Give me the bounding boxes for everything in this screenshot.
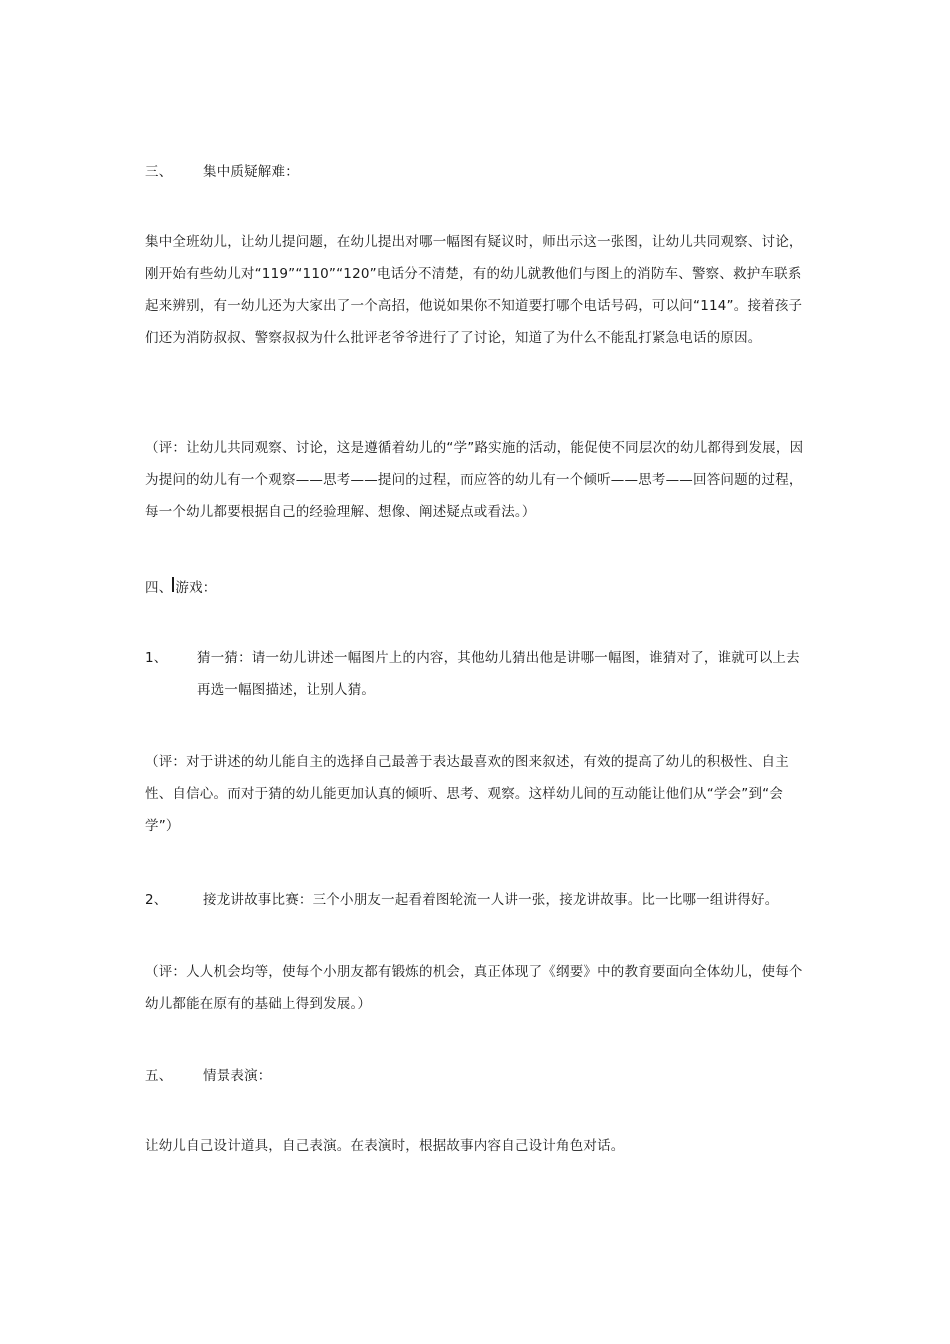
game-item-2 [145,884,810,916]
section-3-heading [145,156,810,188]
section-number: 四、 [145,580,173,596]
section-3-comment: （评：让幼儿共同观察、讨论，这是遵循着幼儿的“学”路实施的活动，能促使不同层次的幼儿都得到发展，因为提问的幼儿有一个观察——思考——提问的过程，而应答的幼儿有一个倾听——思考——回答问题的过程，每一个幼儿都要根据自己的经验理解、想像、阐述疑点或看法。） [145,440,804,520]
section-3-paragraph: 集中全班幼儿，让幼儿提问题，在幼儿提出对哪一幅图有疑议时，师出示这一张图，让幼儿共同观察、讨论，刚开始有些幼儿对“119”“110”“120”电话分不清楚，有的幼儿就教他们与图上的消防车、警察、救护车联系起来辨别，有一幼儿还为大家出了一个高招，他说如果你不知道要打哪个电话号码，可以问“114”。接着孩子们还为消防叔叔、警察叔叔为什么批评老爷爷进行了了讨论，知道了为什么不能乱打紧急电话的原因。 [145,234,803,346]
section-5-heading [145,1060,810,1092]
section-5-paragraph: 让幼儿自己设计道具，自己表演。在表演时，根据故事内容自己设计角色对话。 [145,1138,625,1154]
section-number: 三、 [145,164,173,180]
text-cursor [172,577,174,592]
item-number: 1、 [145,650,168,666]
section-title: 游戏： [175,580,217,596]
item-number: 2、 [145,892,168,908]
game-item-1 [145,642,810,706]
section-title: 情景表演： [203,1068,272,1084]
game-item-2-comment: （评：人人机会均等，使每个小朋友都有锻炼的机会，真正体现了《纲要》中的教育要面向全体幼儿，使每个幼儿都能在原有的基础上得到发展。） [145,964,803,1012]
section-title: 集中质疑解难： [203,164,299,180]
section-4-heading [145,572,810,604]
section-number: 五、 [145,1068,173,1084]
item-text: 猜一猜：请一幼儿讲述一幅图片上的内容，其他幼儿猜出他是讲哪一幅图，谁猜对了，谁就可以上去再选一幅图描述，让别人猜。 [197,650,800,698]
game-item-1-comment: （评：对于讲述的幼儿能自主的选择自己最善于表达最喜欢的图来叙述，有效的提高了幼儿的积极性、自主性、自信心。而对于猜的幼儿能更加认真的倾听、思考、观察。这样幼儿间的互动能让他们从“学会”到“会学”） [145,754,789,834]
item-text: 接龙讲故事比赛：三个小朋友一起看着图轮流一人讲一张，接龙讲故事。比一比哪一组讲得好。 [203,892,779,908]
